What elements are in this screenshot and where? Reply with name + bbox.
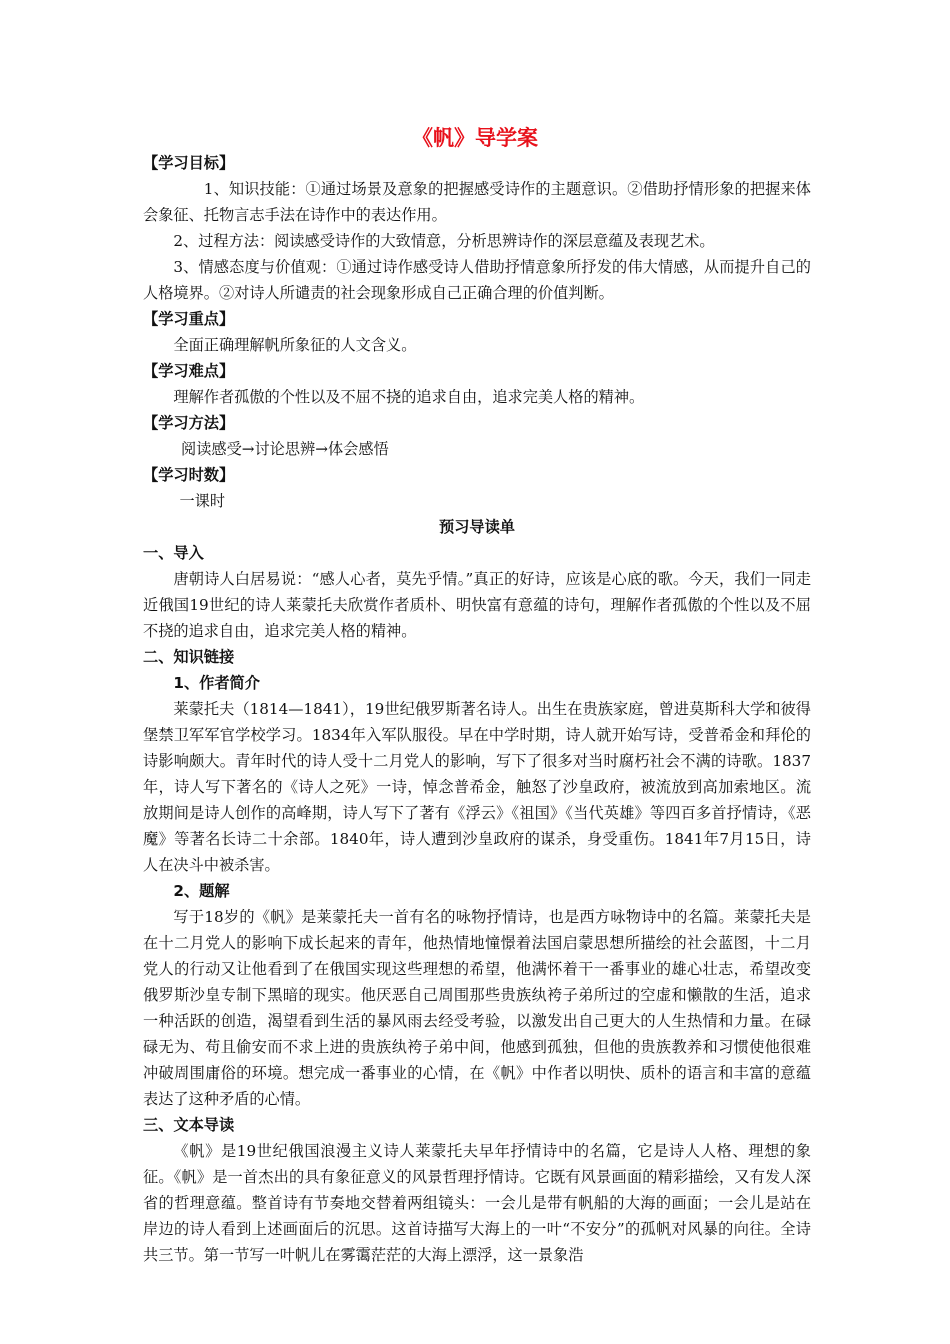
title-explanation-heading: 2、题解 <box>173 882 230 900</box>
section-3-text: 《帆》是19世纪俄国浪漫主义诗人莱蒙托夫早年抒情诗中的名篇，它是诗人人格、理想的象征。《帆》是一首杰出的具有象征意义的风景哲理抒情诗。它既有风景画面的精彩描绘，又有发人深省的哲理意蕴。整首诗有节奏地交替着两组镜头：一会儿是带有帆船的大海的画面；一会儿是站在岸边的诗人看到上述画面后的沉思。这首诗描写大海上的一叶“不安分”的孤帆对风暴的向往。全诗共三节。第一节写一叶帆儿在雾霭茫茫的大海上漂浮，这一景象浩 <box>143 1142 811 1264</box>
method-text: 阅读感受→讨论思辨→体会感悟 <box>181 440 389 458</box>
section-1-heading: 一、导入 <box>143 544 204 562</box>
section-1-text: 唐朝诗人白居易说：“感人心者，莫先乎情。”真正的好诗，应该是心底的歌。今天，我们一同走近俄国19世纪的诗人莱蒙托夫欣赏作者质朴、明快富有意蕴的诗句，理解作者孤傲的个性以及不屈不挠的追求自由，追求完美人格的精神。 <box>143 570 811 640</box>
goal-3: 3、情感态度与价值观：①通过诗作感受诗人借助抒情意象所抒发的伟大情感，从而提升自己的人格境界。②对诗人所谴责的社会现象形成自己正确合理的价值判断。 <box>143 258 811 302</box>
section-3-heading: 三、文本导读 <box>143 1116 235 1134</box>
method-heading: 【学习方法】 <box>143 414 235 432</box>
focus-text: 全面正确理解帆所象征的人文含义。 <box>173 336 417 354</box>
focus-heading: 【学习重点】 <box>143 310 235 328</box>
goal-2: 2、过程方法：阅读感受诗作的大致情意，分析思辨诗作的深层意蕴及表现艺术。 <box>173 232 715 250</box>
goal-1: 1、知识技能：①通过场景及意象的把握感受诗作的主题意识。②借助抒情形象的把握来体会象征、托物言志手法在诗作中的表达作用。 <box>143 180 811 224</box>
section-2-heading: 二、知识链接 <box>143 648 235 666</box>
difficulty-text: 理解作者孤傲的个性以及不屈不挠的追求自由，追求完美人格的精神。 <box>173 388 645 406</box>
goals-heading: 【学习目标】 <box>143 154 235 172</box>
difficulty-heading: 【学习难点】 <box>143 362 235 380</box>
time-text: 一课时 <box>179 492 226 510</box>
author-intro-text: 莱蒙托夫（1814—1841），19世纪俄罗斯著名诗人。出生在贵族家庭，曾进莫斯科大学和彼得堡禁卫军军官学校学习。1834年入军队服役。早在中学时期，诗人就开始写诗，受普希金和拜伦的诗影响颇大。青年时代的诗人受十二月党人的影响，写下了很多对当时腐朽社会不满的诗歌。1837年，诗人写下著名的《诗人之死》一诗，悼念普希金，触怒了沙皇政府，被流放到高加索地区。流放期间是诗人创作的高峰期，诗人写下了著有《浮云》《祖国》《当代英雄》等四百多首抒情诗，《恶魔》等著名长诗二十余部。1840年，诗人遭到沙皇政府的谋杀，身受重伤。1841年7月15日，诗人在决斗中被杀害。 <box>143 700 811 874</box>
preview-heading: 预习导读单 <box>439 518 515 536</box>
document-body <box>143 150 811 1268</box>
title-explanation-text: 写于18岁的《帆》是莱蒙托夫一首有名的咏物抒情诗，也是西方咏物诗中的名篇。莱蒙托夫是在十二月党人的影响下成长起来的青年，他热情地憧憬着法国启蒙思想所描绘的社会蓝图，十二月党人的行动又让他看到了在俄国实现这些理想的希望，他满怀着干一番事业的雄心壮志，希望改变俄罗斯沙皇专制下黑暗的现实。他厌恶自己周围那些贵族纨袴子弟所过的空虚和懒散的生活，追求一种活跃的创造，渴望看到生活的暴风雨去经受考验，以激发出自己更大的人生热情和力量。在碌碌无为、苟且偷安而不求上进的贵族纨袴子弟中间，他感到孤独，但他的贵族教养和习惯使他很难冲破周围庸俗的环境。想完成一番事业的心情，在《帆》中作者以明快、质朴的语言和丰富的意蕴表达了这种矛盾的心情。 <box>143 908 811 1108</box>
time-heading: 【学习时数】 <box>143 466 235 484</box>
author-intro-heading: 1、作者简介 <box>173 674 260 692</box>
document-title: 《帆》导学案 <box>412 126 538 150</box>
